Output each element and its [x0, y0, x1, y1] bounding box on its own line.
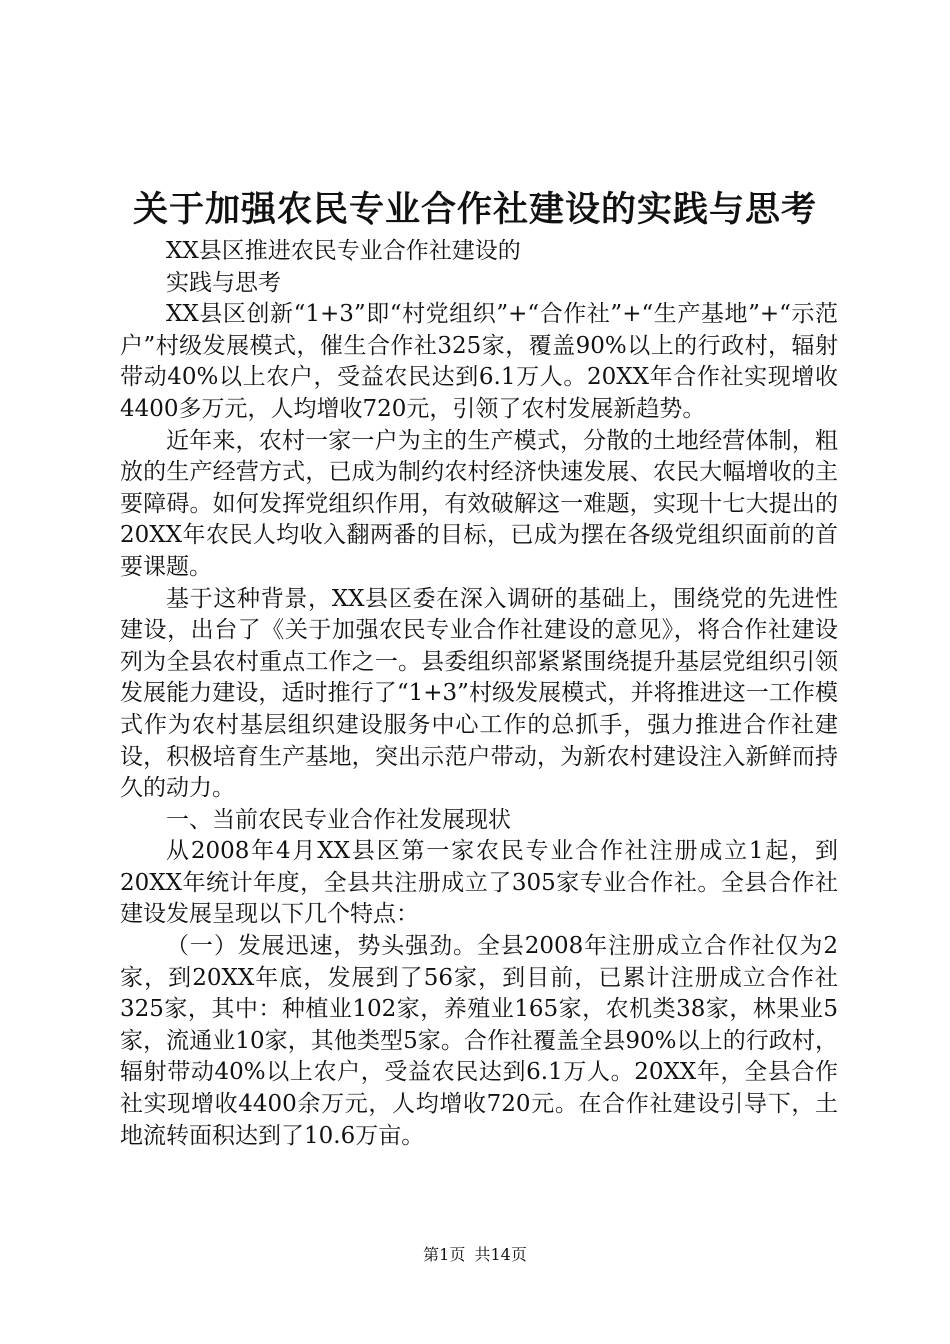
paragraph-background: 近年来，农村一家一户为主的生产模式，分散的土地经营体制，粗放的生产经营方式，已成为制约农村经济快速发展、农民大幅增收的主要障碍。如何发挥党组织作用，有效破解这一难题，实现十七大提出的20XX年农民人均收入翻两番的目标，已成为摆在各级党组织面前的首要课题。	[120, 427, 838, 580]
subtitle-line-1: XX县区推进农民专业合作社建设的	[166, 238, 521, 264]
paragraph-feature-1: （一）发展迅速，势头强劲。全县2008年注册成立合作社仅为2家，到20XX年底，发展到了56家，到目前，已累计注册成立合作社325家，其中：种植业102家，养殖业165家，农机类38家，林果业5家，流通业10家，其他类型5家。合作社覆盖全县90%以上的行政村，辐射带动40%以上农户，受益农民达到6.1万人。20XX年，全县合作社实现增收4400余万元，人均增收720元。在合作社建设引导下，土地流转面积达到了10.6万亩。	[120, 933, 838, 1149]
subtitle-line-2: 实践与思考	[166, 269, 281, 296]
document-title: 关于加强农民专业合作社建设的实践与思考	[132, 189, 817, 230]
section-heading: 一、当前农民专业合作社发展现状	[166, 806, 511, 833]
page-number: 第1页	[423, 1245, 466, 1264]
paragraph-policy: 基于这种背景，XX县区委在深入调研的基础上，围绕党的先进性建设，出台了《关于加强农民专业合作社建设的意见》，将合作社建设列为全县农村重点工作之一。县委组织部紧紧围绕提升基层党组织引领发展能力建设，适时推行了“1+3”村级发展模式，并将推进这一工作模式作为农村基层组织建设服务中心工作的总抓手，强力推进合作社建设，积极培育生产基地，突出示范户带动，为新农村建设注入新鲜而持久的动力。	[120, 585, 838, 802]
page-footer	[0, 1244, 950, 1266]
page-total: 共14页	[474, 1245, 527, 1264]
paragraph-intro: XX县区创新“1+3”即“村党组织”+“合作社”+“生产基地”+“示范户”村级发展模式，催生合作社325家，覆盖90%以上的行政村，辐射带动40%以上农户，受益农民达到6.1万人。20XX年合作社实现增收4400多万元，人均增收720元，引领了农村发展新趋势。	[120, 301, 838, 422]
paragraph-status: 从2008年4月XX县区第一家农民专业合作社注册成立1起，到20XX年统计年度，全县共注册成立了305家专业合作社。全县合作社建设发展呈现以下几个特点：	[120, 838, 838, 928]
document-body	[120, 236, 838, 1152]
